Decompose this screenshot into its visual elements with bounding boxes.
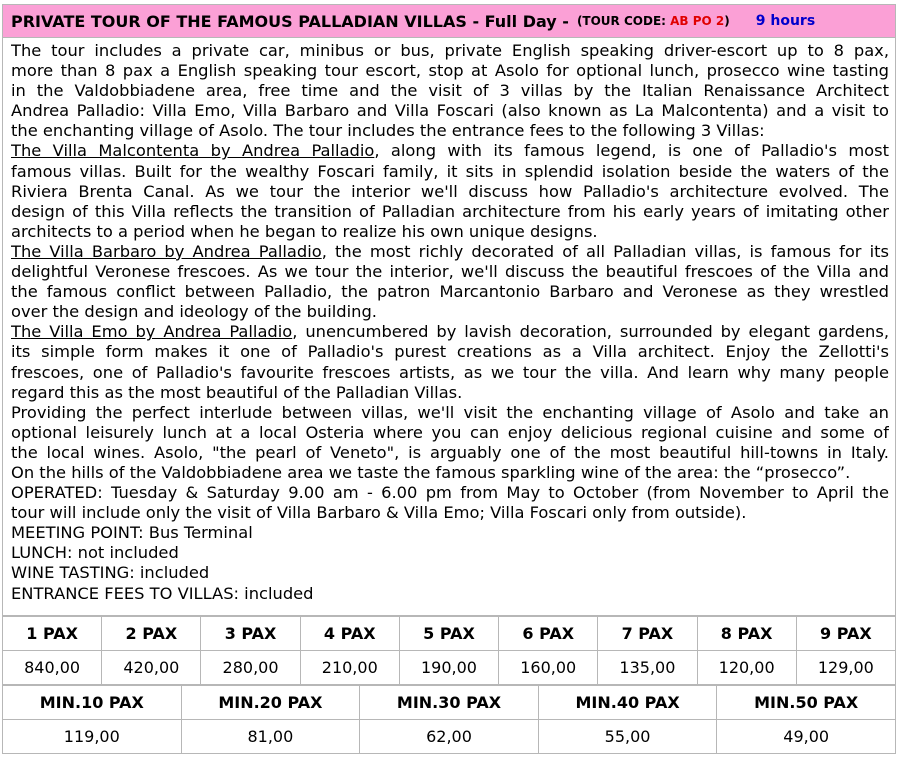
price-cell: 129,00 (796, 651, 895, 685)
asolo-line: optional leisurely lunch at a local Osteria where you can enjoy delicious regional cuisine and some of (11, 422, 889, 442)
intro-line: in the Valdobbiadene area, free time and the visit of 3 villas by the Italian Renaissance Architect (11, 81, 889, 101)
min-pax-header: MIN.40 PAX (538, 686, 717, 720)
wine-tasting-info: WINE TASTING: included (11, 563, 210, 583)
pax-header: 1 PAX (3, 617, 102, 651)
intro-line: Andrea Palladio: Villa Emo, Villa Barbaro and Villa Foscari (also known as La Malcontenta) and a visit to (11, 101, 889, 121)
asolo-line: the local wines. Asolo, "the pearl of Veneto", is arguably one of the most beautiful hill-towns in Italy. (11, 442, 889, 462)
min-pax-header: MIN.50 PAX (717, 686, 896, 720)
malcontenta-line (11, 141, 889, 161)
emo-text: , unencumbered by lavish decoration, surrounded by elegant gardens, (292, 322, 889, 342)
barbaro-line (11, 242, 889, 262)
tour-header (2, 4, 896, 38)
pax-header: 3 PAX (201, 617, 300, 651)
price-cell: 420,00 (102, 651, 201, 685)
tour-code-value: AB PO 2 (670, 14, 725, 28)
intro-line: the enchanting village of Asolo. The tour includes the entrance fees to the following 3 Villas: (11, 121, 765, 141)
barbaro-line: the famous conflict between Palladio, the patron Marcantonio Barbaro and Veronese as they wrestled (11, 282, 889, 302)
meeting-point: MEETING POINT: Bus Terminal (11, 523, 253, 543)
tour-code-prefix: (TOUR CODE: (576, 14, 671, 28)
price-table-large-groups (2, 685, 896, 754)
entrance-fees-info: ENTRANCE FEES TO VILLAS: included (11, 583, 314, 603)
pax-header: 2 PAX (102, 617, 201, 651)
price-cell: 49,00 (717, 720, 896, 754)
malcontenta-line: architects to a period when he began to realize his own unique designs. (11, 221, 598, 241)
tour-code (577, 14, 730, 28)
pax-header: 5 PAX (399, 617, 498, 651)
intro-line: The tour includes a private car, minibus or bus, private English speaking driver-escort up to 8 pax, (11, 41, 889, 60)
min-pax-header: MIN.10 PAX (3, 686, 182, 720)
pax-header: 6 PAX (499, 617, 598, 651)
pax-header: 8 PAX (697, 617, 796, 651)
tour-description (2, 38, 896, 616)
tour-title: PRIVATE TOUR OF THE FAMOUS PALLADIAN VILLAS - Full Day - (11, 11, 569, 31)
malcontenta-line: design of this Villa reflects the transition of Palladian architecture from his early years of imitating other (11, 201, 889, 221)
operated-line: tour will include only the visit of Villa Barbaro & Villa Emo; Villa Foscari only from outside). (11, 503, 747, 523)
price-header-row (3, 686, 896, 720)
barbaro-line: delightful Veronese frescoes. As we tour the interior, we'll discuss the beautiful frescoes of the Villa and (11, 262, 889, 282)
price-cell: 190,00 (399, 651, 498, 685)
price-value-row (3, 651, 896, 685)
malcontenta-line: famous villas. Built for the wealthy Foscari family, it sits in splendid isolation beside the waters of the (11, 161, 889, 181)
min-pax-header: MIN.20 PAX (181, 686, 360, 720)
intro-line: more than 8 pax a English speaking tour escort, stop at Asolo for optional lunch, prosecco wine tasting (11, 61, 889, 81)
emo-line: regard this as the most beautiful of the Palladian Villas. (11, 382, 463, 402)
price-cell: 160,00 (499, 651, 598, 685)
min-pax-header: MIN.30 PAX (360, 686, 539, 720)
price-cell: 119,00 (3, 720, 182, 754)
villa-barbaro-link[interactable]: The Villa Barbaro by Andrea Palladio (11, 241, 322, 261)
asolo-line: Providing the perfect interlude between villas, we'll visit the enchanting village of Asolo and take an (11, 402, 889, 422)
emo-line (11, 322, 889, 342)
pax-header: 4 PAX (300, 617, 399, 651)
malcontenta-line: Riviera Brenta Canal. As we tour the interior we'll discuss how Palladio's architecture evolved. The (11, 181, 889, 201)
villa-malcontenta-link[interactable]: The Villa Malcontenta by Andrea Palladio (11, 141, 375, 161)
emo-line: frescoes, one of Palladio's favourite frescoes artists, as we tour the villa. And learn why many people (11, 362, 889, 382)
villa-emo-link[interactable]: The Villa Emo by Andrea Palladio (11, 322, 293, 342)
pax-header: 7 PAX (598, 617, 697, 651)
price-value-row (3, 720, 896, 754)
pax-header: 9 PAX (796, 617, 895, 651)
tour-code-suffix: ) (724, 14, 730, 28)
lunch-info: LUNCH: not included (11, 543, 179, 563)
barbaro-text: , the most richly decorated of all Palladian villas, is famous for its (321, 241, 889, 261)
price-cell: 81,00 (181, 720, 360, 754)
operated-line: OPERATED: Tuesday & Saturday 9.00 am - 6.00 pm from May to October (from November to April the (11, 483, 889, 503)
malcontenta-text: , along with its famous legend, is one of Palladio's most (374, 141, 889, 161)
price-table-small-groups (2, 616, 896, 685)
asolo-line: On the hills of the Valdobbiadene area we taste the famous sparkling wine of the area: the “prosecco”. (11, 462, 851, 482)
price-cell: 135,00 (598, 651, 697, 685)
price-cell: 120,00 (697, 651, 796, 685)
price-cell: 55,00 (538, 720, 717, 754)
price-cell: 62,00 (360, 720, 539, 754)
tour-card (2, 4, 896, 754)
emo-line: its simple form makes it one of Palladio's purest creations as a Villa architect. Enjoy the Zellotti's (11, 342, 889, 362)
barbaro-line: over the design and ideology of the building. (11, 302, 377, 322)
price-header-row (3, 617, 896, 651)
price-cell: 840,00 (3, 651, 102, 685)
price-cell: 280,00 (201, 651, 300, 685)
price-cell: 210,00 (300, 651, 399, 685)
tour-duration: 9 hours (755, 13, 816, 29)
